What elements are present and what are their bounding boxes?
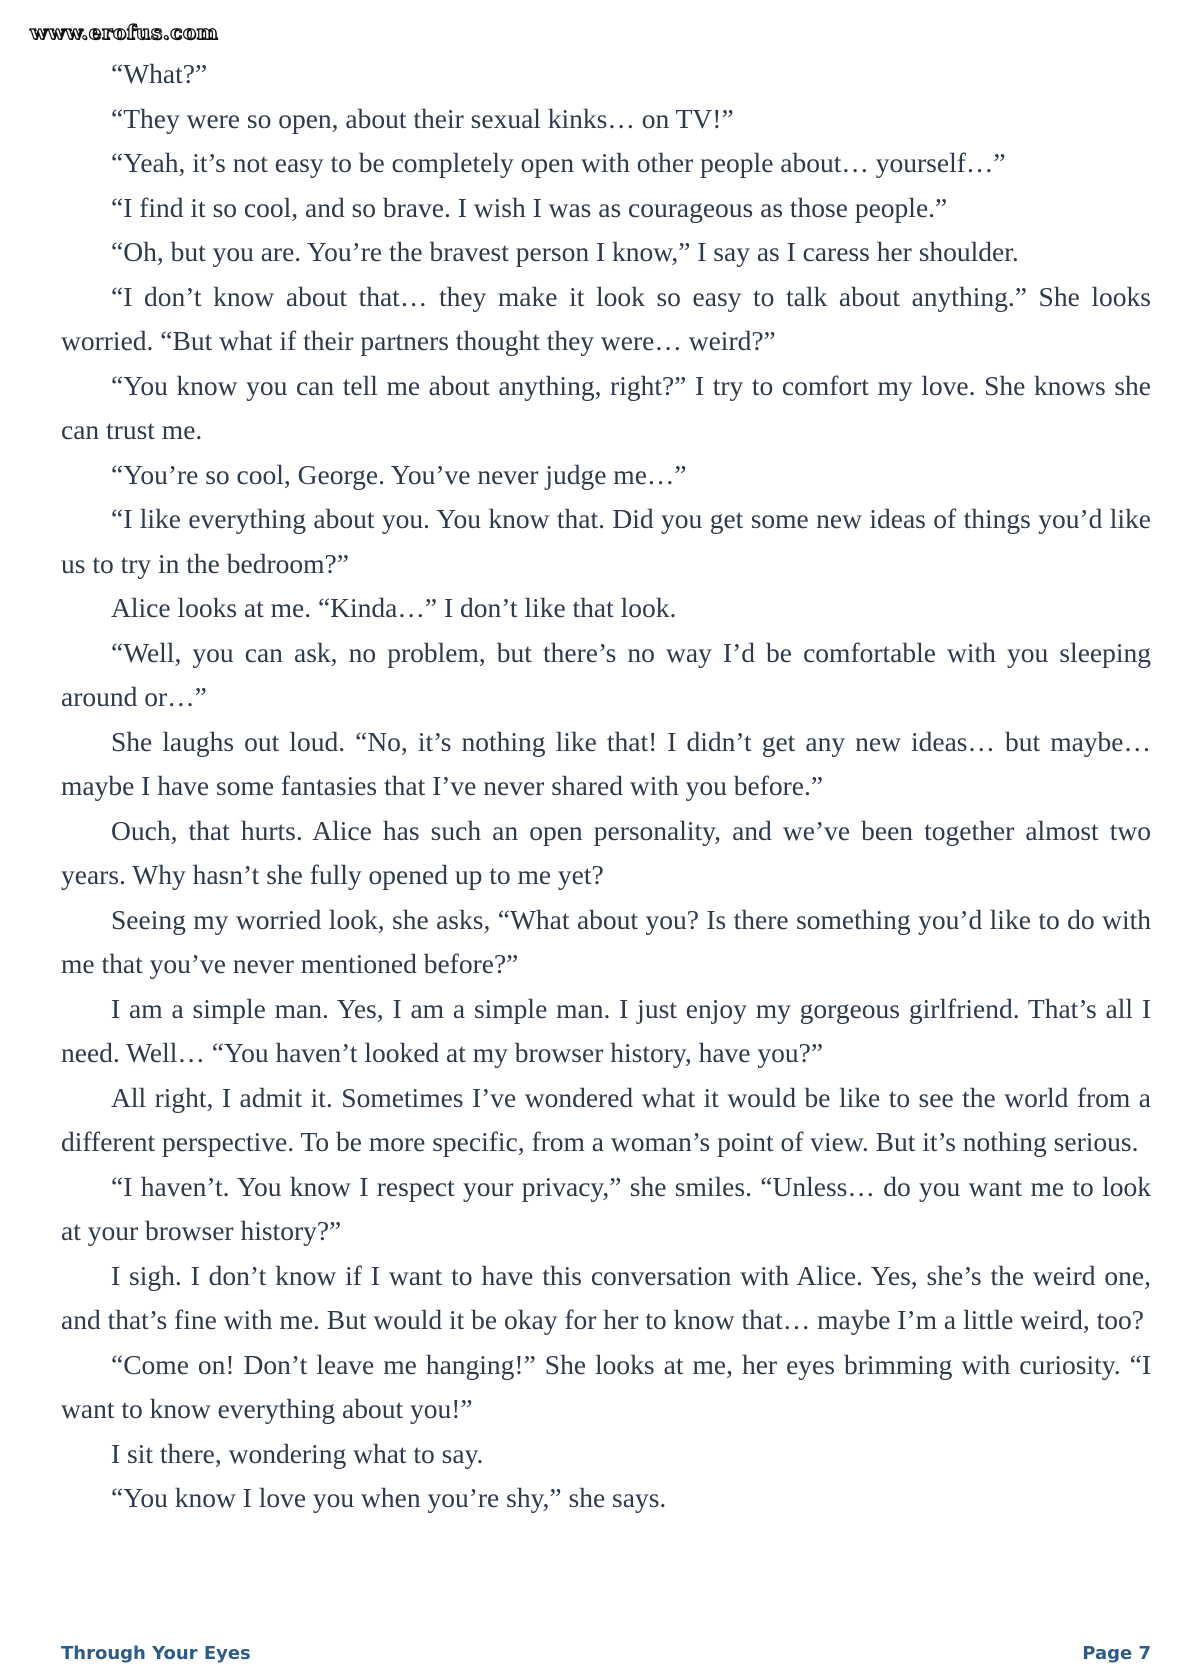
paragraph: “They were so open, about their sexual kinks… on TV!”: [111, 102, 734, 134]
paragraph: “I find it so cool, and so brave. I wish I was as courageous as those people.”: [111, 191, 948, 223]
paragraph: All right, I admit it. Sometimes I’ve wondered what it would be like to see the world from a different perspective. To be more specific, from a woman’s point of view. But it’s nothing serious.: [61, 1081, 1151, 1157]
paragraph: “I haven’t. You know I respect your privacy,” she smiles. “Unless… do you want me to look at your browser history?”: [61, 1170, 1151, 1246]
page-footer: [61, 1643, 1151, 1664]
paragraph: “Oh, but you are. You’re the bravest person I know,” I say as I caress her shoulder.: [111, 236, 1019, 267]
paragraph: I sigh. I don’t know if I want to have this conversation with Alice. Yes, she’s the weird one, and that’s fine with me. But would it be okay for her to know that… maybe I’m a little weird, too?: [61, 1259, 1151, 1335]
paragraph: “I like everything about you. You know that. Did you get some new ideas of things you’d like us to try in the bedroom?”: [61, 503, 1151, 579]
watermark-logo: www.erofus.com: [30, 20, 219, 44]
page-number: Page 7: [1082, 1643, 1151, 1664]
paragraph: “Come on! Don’t leave me hanging!” She looks at me, her eyes brimming with curiosity. “I want to know everything about you!”: [61, 1348, 1151, 1424]
paragraph: Seeing my worried look, she asks, “What about you? Is there something you’d like to do with me that you’ve never mentioned before?”: [61, 903, 1151, 979]
paragraph: “You know you can tell me about anything, right?” I try to comfort my love. She knows she can trust me.: [61, 369, 1151, 445]
paragraph: “What?”: [111, 58, 208, 89]
paragraph: “You’re so cool, George. You’ve never judge me…”: [111, 458, 687, 490]
paragraph: She laughs out loud. “No, it’s nothing like that! I didn’t get any new ideas… but maybe… maybe I have some fantasies that I’ve never shared with you before.”: [61, 725, 1151, 801]
paragraph: I sit there, wondering what to say.: [111, 1437, 484, 1469]
paragraph: “I don’t know about that… they make it look so easy to talk about anything.” She looks worried. “But what if their partners thought they were… weird?”: [61, 280, 1151, 356]
page-body: [61, 52, 1151, 1521]
paragraph: “Yeah, it’s not easy to be completely open with other people about… yourself…”: [111, 147, 1006, 178]
paragraph: Ouch, that hurts. Alice has such an open personality, and we’ve been together almost two years. Why hasn’t she fully opened up to me yet?: [61, 814, 1151, 890]
paragraph: “Well, you can ask, no problem, but there’s no way I’d be comfortable with you sleeping around or…”: [61, 636, 1151, 712]
paragraph: I am a simple man. Yes, I am a simple man. I just enjoy my gorgeous girlfriend. That’s all I need. Well… “You haven’t looked at my browser history, have you?”: [61, 992, 1151, 1068]
paragraph: Alice looks at me. “Kinda…” I don’t like that look.: [111, 592, 677, 623]
book-title: Through Your Eyes: [61, 1643, 251, 1664]
paragraph: “You know I love you when you’re shy,” she says.: [111, 1482, 667, 1513]
